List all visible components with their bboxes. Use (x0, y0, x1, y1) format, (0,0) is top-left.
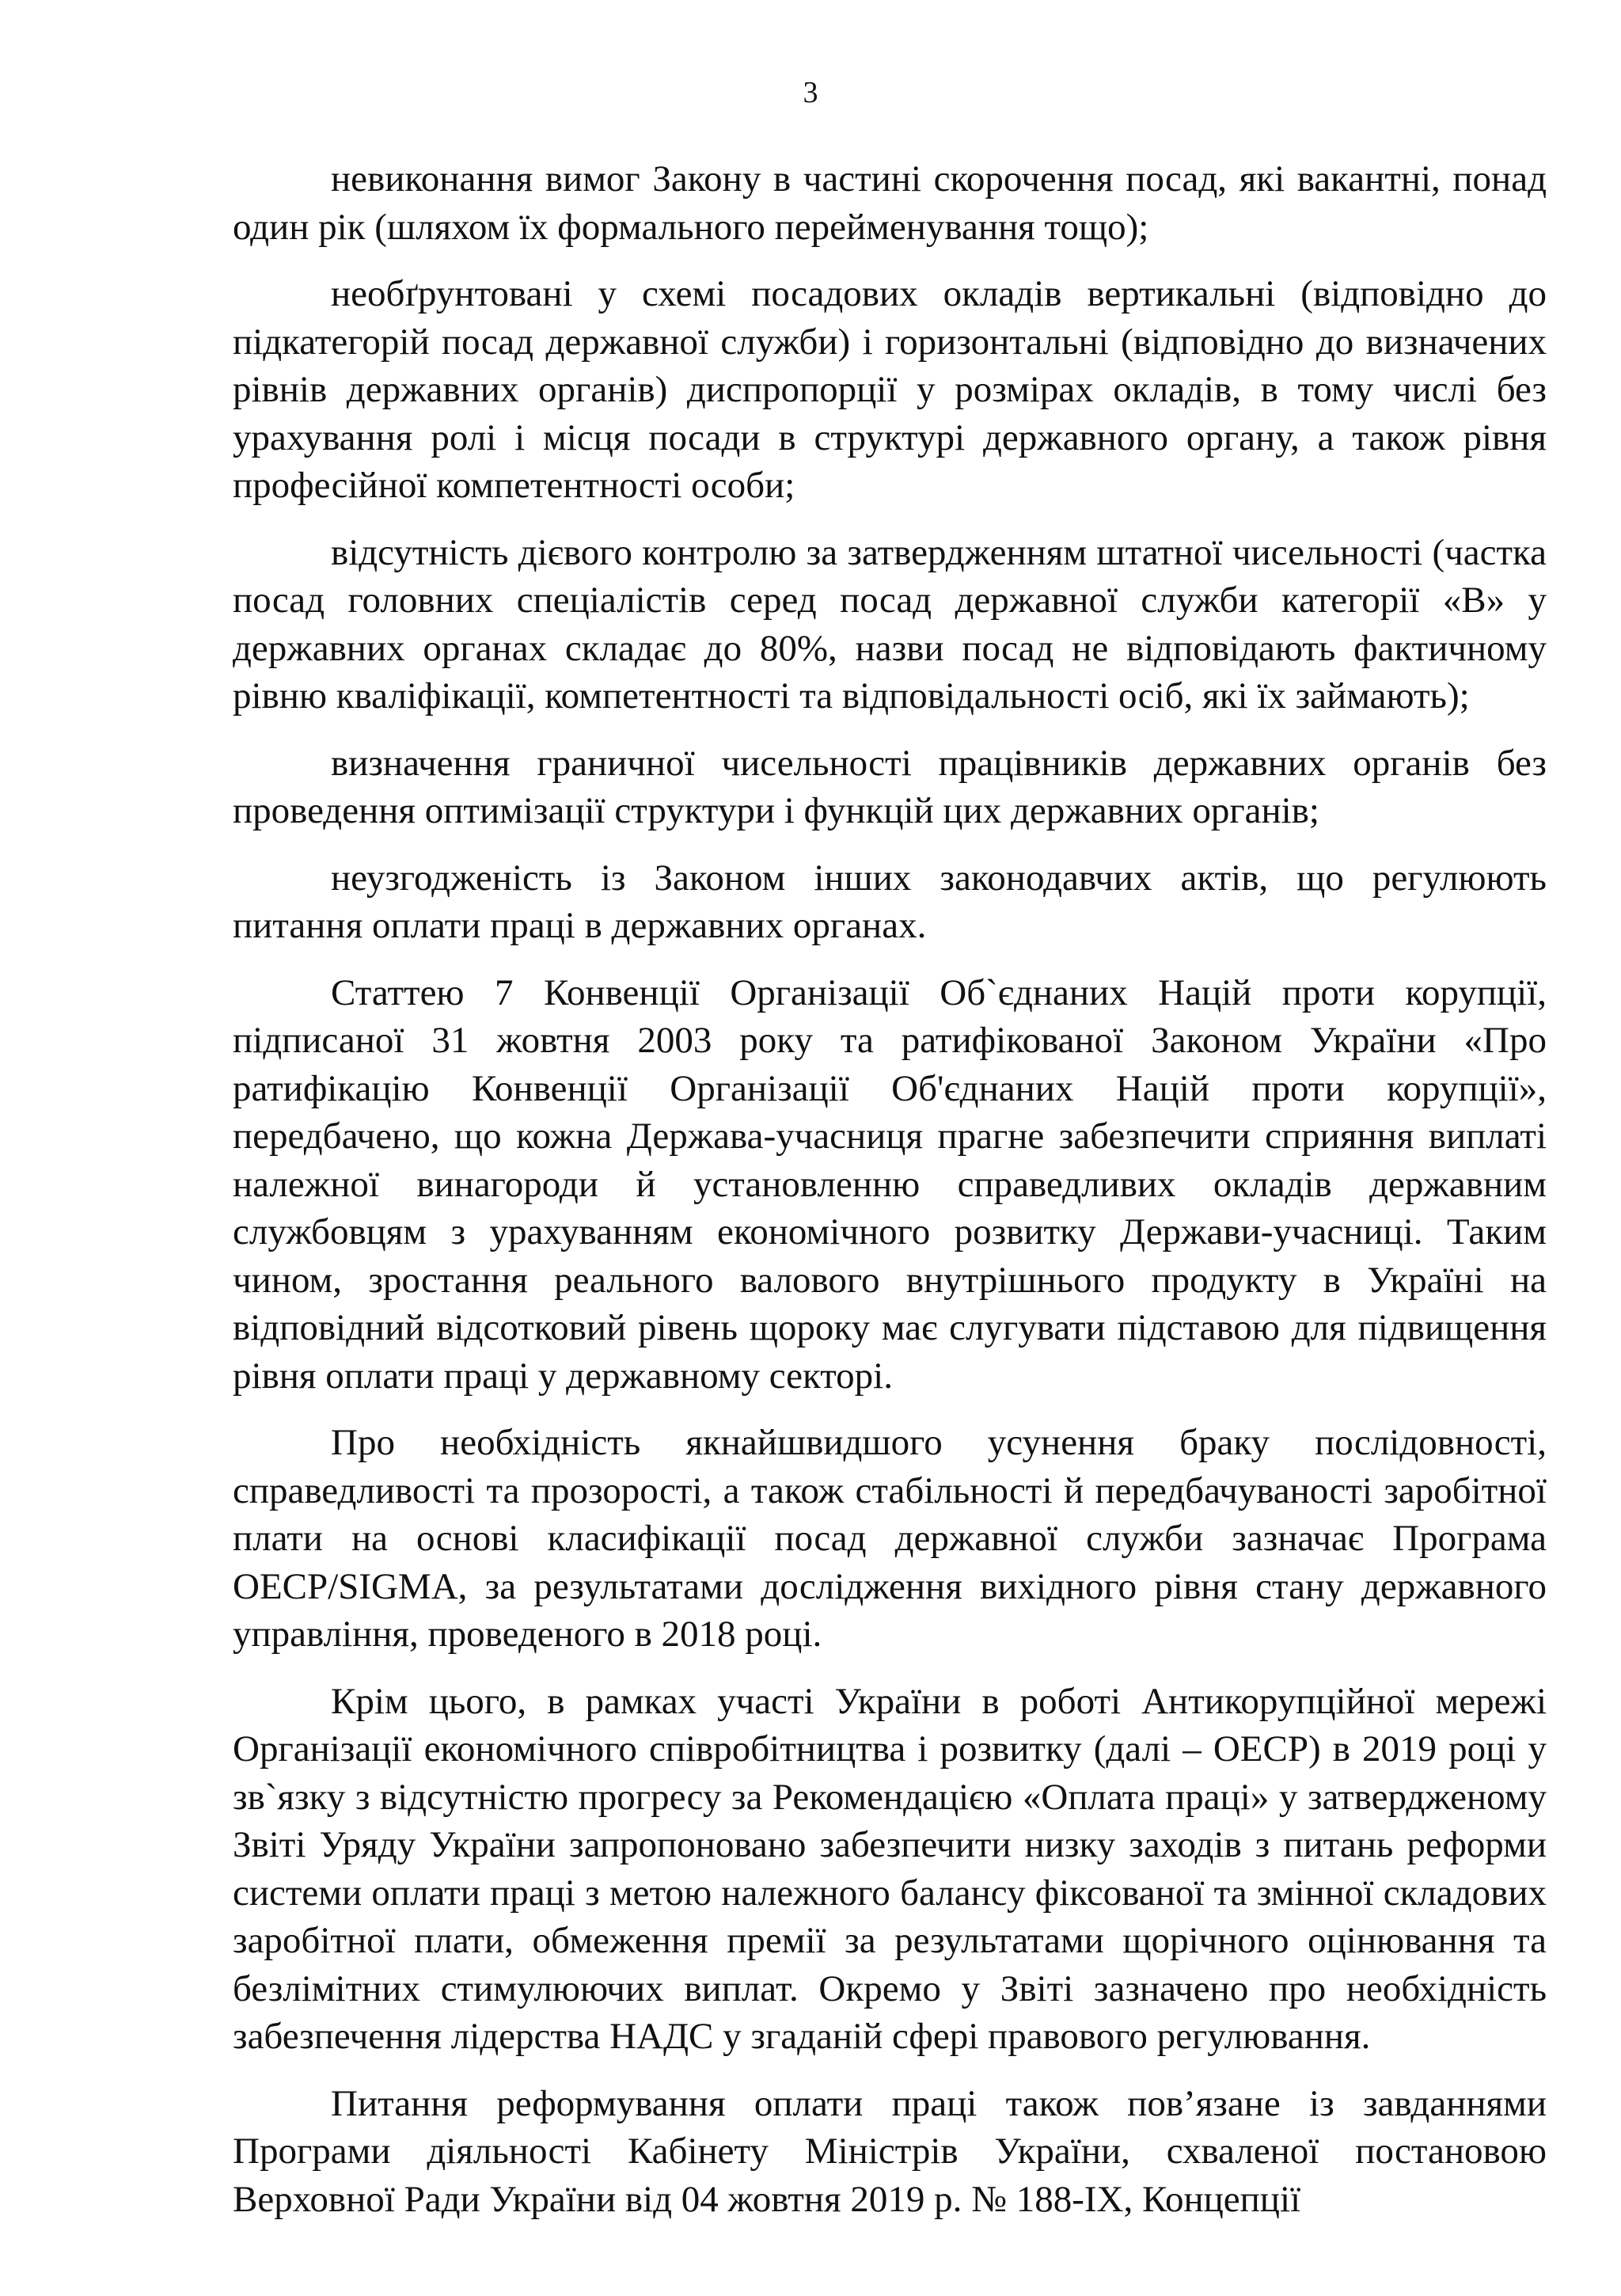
page-number: 3 (803, 76, 818, 109)
paragraph-6: Статтею 7 Конвенції Організації Об`єднаних Націй проти корупції, підписаної 31 жовтня 2003 року та ратифікованої Законом України «Про ратифікацію Конвенції Організації Об'єднаних Націй проти корупції», передбачено, що кожна Держава-учасниця прагне забезпечити сприяння виплаті належної винагороди й установленню справедливих окладів державним службовцям з урахуванням економічного розвитку Держави-учасниці. Таким чином, зростання реального валового внутрішнього продукту в Україні на відповідний відсотковий рівень щороку має слугувати підставою для підвищення рівня оплати праці у державному секторі. (233, 971, 1547, 1397)
paragraph-9: Питання реформування оплати праці також пов’язане із завданнями Програми діяльності Кабінету Міністрів України, схваленої постановою Верховної Ради України від 04 жовтня 2019 р. № 188-IX, Концепції (233, 2082, 1547, 2220)
paragraph-2: необґрунтовані у схемі посадових окладів вертикальні (відповідно до підкатегорій посад державної служби) і горизонтальні (відповідно до визначених рівнів державних органів) диспропорції у розмірах окладів, в тому числі без урахування ролі і місця посади в структурі державного органу, а також рівня професійної компетентності особи; (233, 273, 1547, 506)
paragraph-8: Крім цього, в рамках участі України в роботі Антикорупційної мережі Організації економічного співробітництва і розвитку (далі – ОЕСР) в 2019 році у зв`язку з відсутністю прогресу за Рекомендацією «Оплата праці» у затвердженому Звіті Уряду України запропоновано забезпечити низку заходів з питань реформи системи оплати праці з метою належного балансу фіксованої та змінної складових заробітної плати, обмеження премії за результатами щорічного оцінювання та безлімітних стимулюючих виплат. Окремо у Звіті зазначено про необхідність забезпечення лідерства НАДС у згаданій сфері правового регулювання. (233, 1680, 1547, 2057)
paragraph-4: визначення граничної чисельності працівників державних органів без проведення оптимізації структури і функцій цих державних органів; (233, 742, 1547, 831)
paragraph-5: неузгодженість із Законом інших законодавчих актів, що регулюють питання оплати праці в державних органах. (233, 857, 1547, 946)
paragraph-1: невиконання вимог Закону в частині скорочення посад, які вакантні, понад один рік (шляхом їх формального перейменування тощо); (233, 158, 1547, 248)
paragraph-7: Про необхідність якнайшвидшого усунення браку послідовності, справедливості та прозорості, а також стабільності й передбачуваності заробітної плати на основі класифікації посад державної служби зазначає Програма OECP/SIGMA, за результатами дослідження вихідного рівня стану державного управління, проведеного в 2018 році. (233, 1422, 1547, 1655)
document-body (233, 155, 1547, 2242)
paragraph-3: відсутність дієвого контролю за затвердженням штатної чисельності (частка посад головних спеціалістів серед посад державної служби категорії «В» у державних органах складає до 80%, назви посад не відповідають фактичному рівню кваліфікації, компетентності та відповідальності осіб, які їх займають); (233, 531, 1547, 717)
